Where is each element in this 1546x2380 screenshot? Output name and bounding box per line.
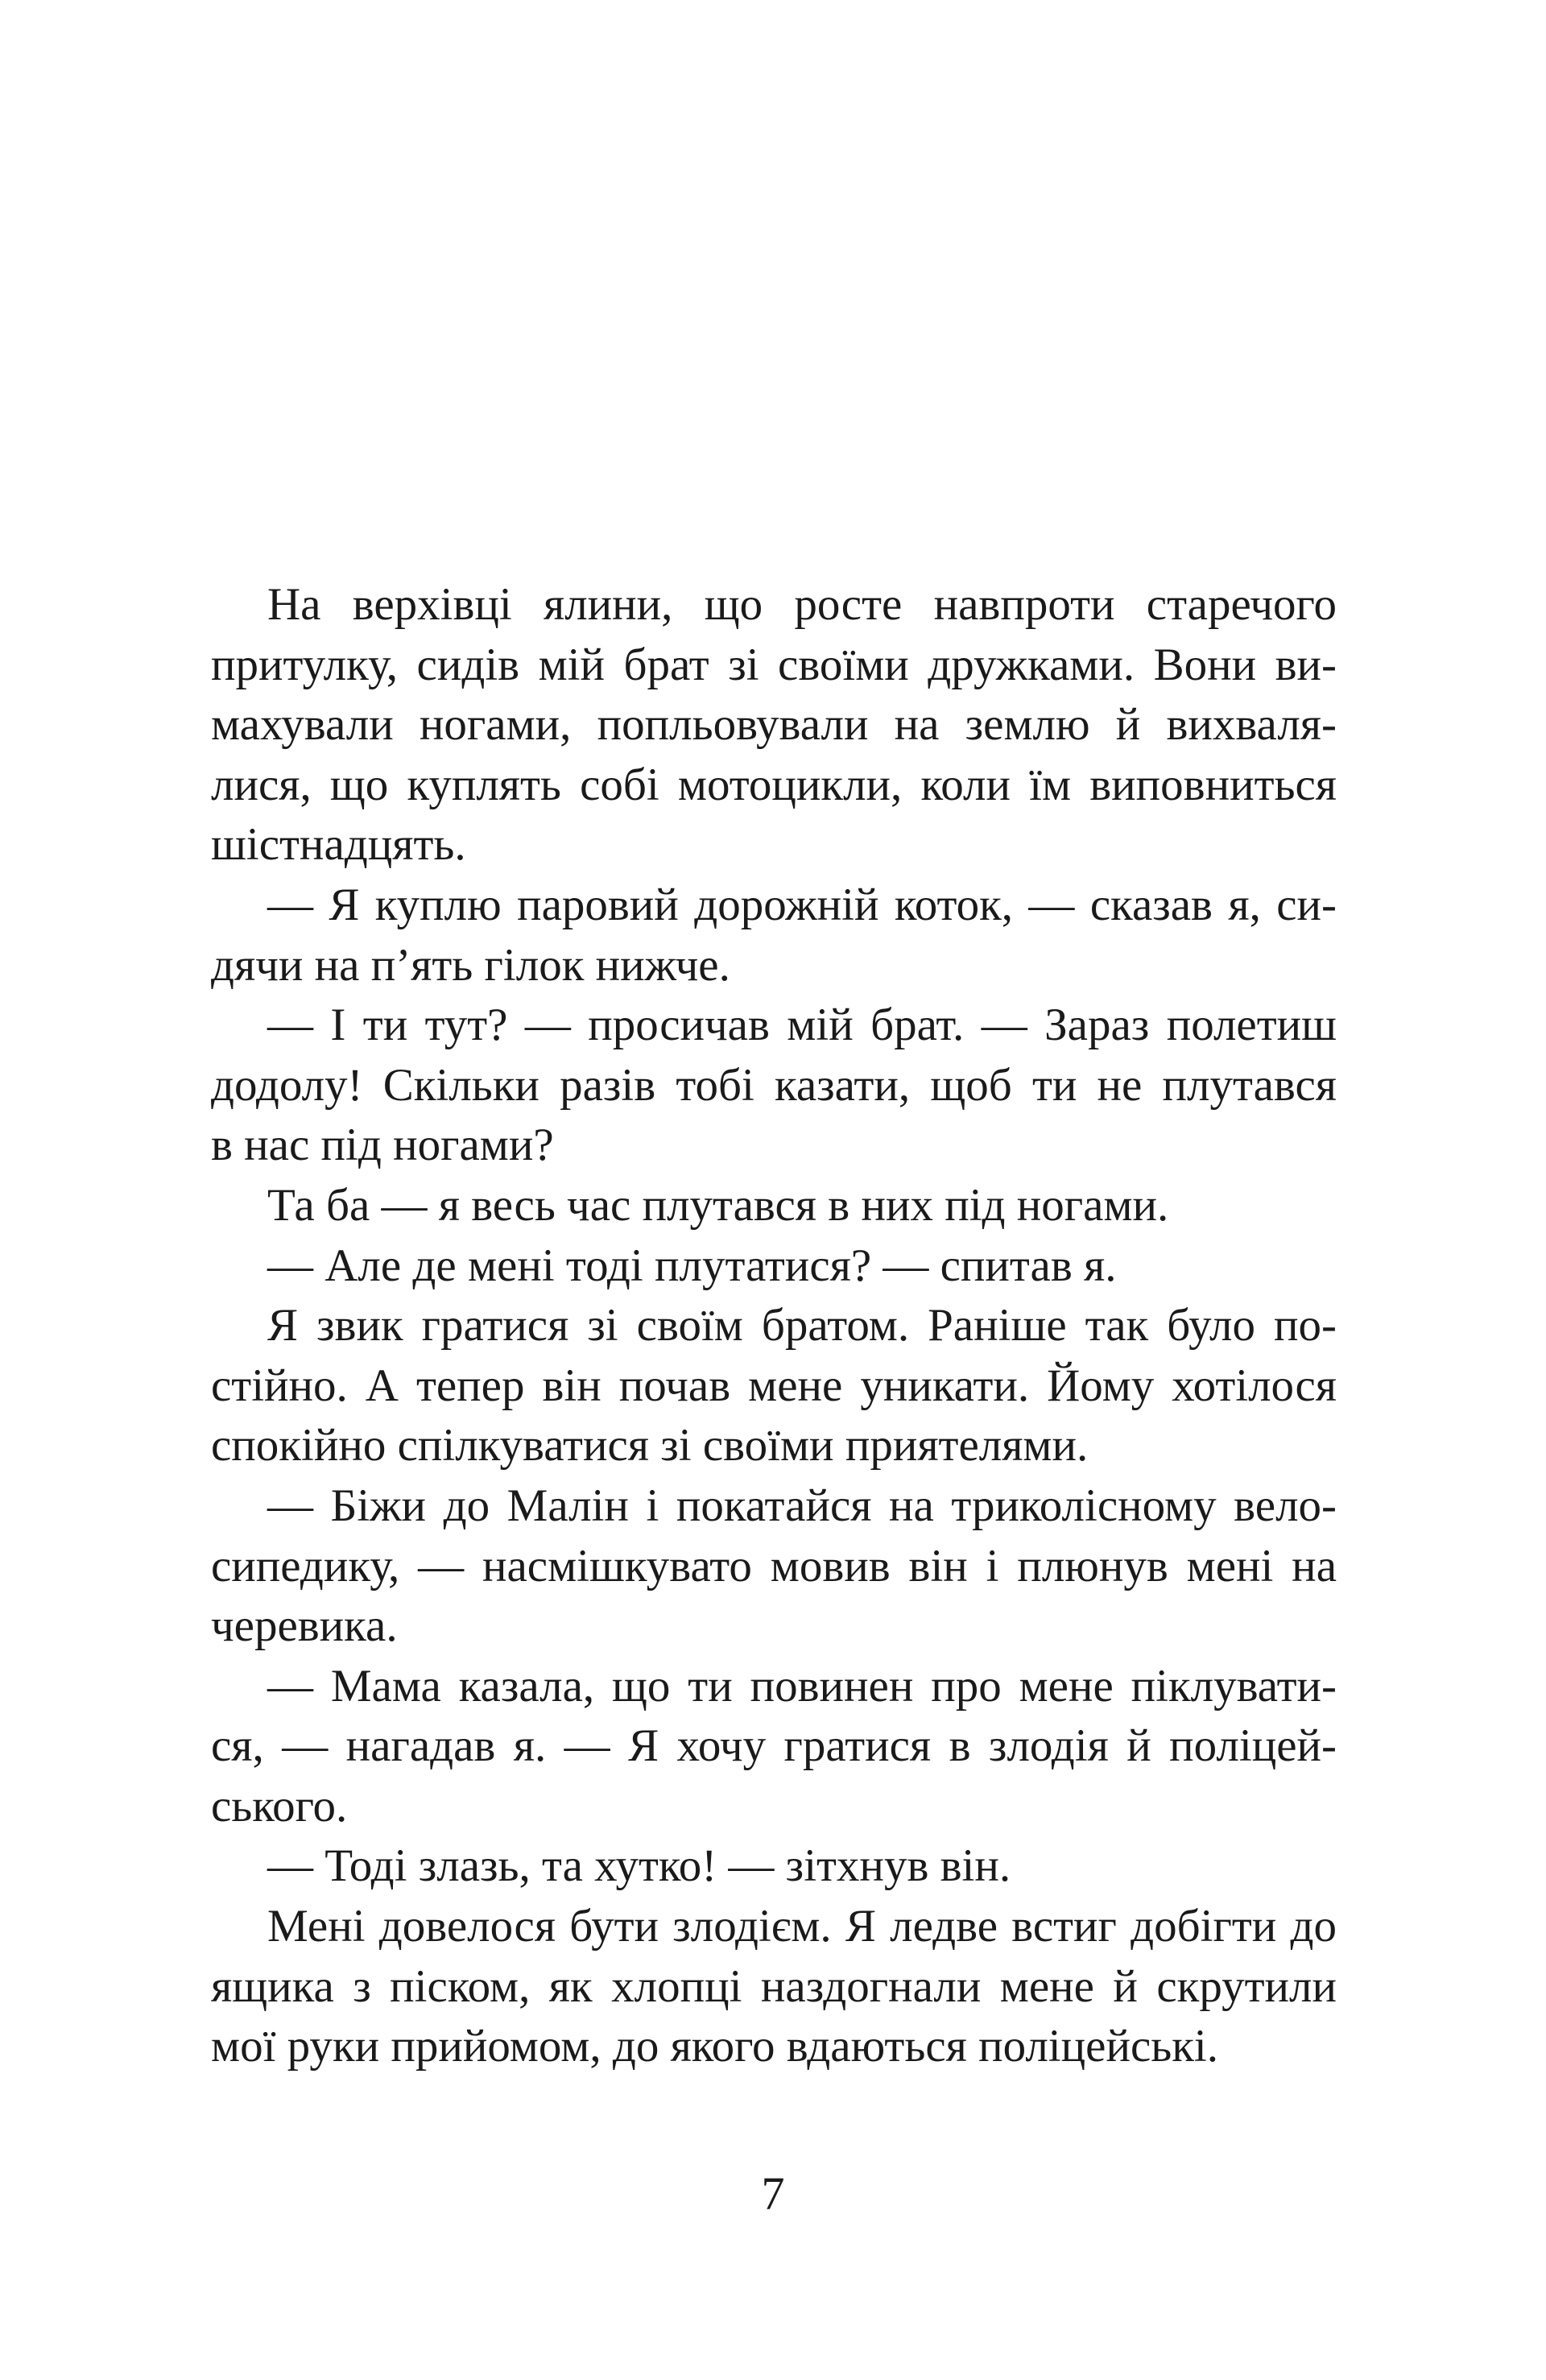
text-line: стійно. А тепер він почав мене уникати. Йому хотілося	[211, 1360, 1337, 1411]
text-line: ящика з піском, як хлопці наздогнали мене й скрутили	[211, 1960, 1337, 2012]
text-line: в нас під ногами?	[211, 1120, 554, 1171]
text-line: махували ногами, попльовували на землю й вихваля-	[211, 699, 1337, 751]
body-text	[211, 575, 1337, 2077]
text-line: — Біжи до Малін і покатайся на триколісному вело-	[267, 1480, 1337, 1531]
text-line: сипедику, — насмішкувато мовив він і плюнув мені на	[211, 1540, 1337, 1591]
text-line: — Тоді злазь, та хутко! — зітхнув він.	[267, 1840, 1011, 1892]
text-line: додолу! Скільки разів тобі казати, щоб ти не плутався	[211, 1059, 1337, 1111]
text-line: ся, — нагадав я. — Я хочу гратися в злодія й поліцей-	[211, 1720, 1337, 1772]
text-line: притулку, сидів мій брат зі своїми дружками. Вони ви-	[211, 639, 1337, 690]
text-line: шістнадцять.	[211, 819, 466, 871]
text-line: Та ба — я весь час плутався в них під ногами.	[267, 1179, 1169, 1231]
text-line: спокійно спілкуватися зі своїми приятелями.	[211, 1420, 1089, 1471]
text-line: ського.	[211, 1780, 348, 1832]
text-line: лися, що куплять собі мотоцикли, коли їм виповниться	[211, 759, 1337, 810]
text-line: На верхівці ялини, що росте навпроти старечого	[267, 579, 1337, 630]
text-line: Мені довелося бути злодієм. Я ледве встиг добігти до	[267, 1901, 1337, 1952]
text-line: — Мама казала, що ти повинен про мене піклувати-	[267, 1660, 1337, 1712]
text-line: Я звик гратися зі своїм братом. Раніше так було по-	[267, 1300, 1337, 1351]
text-line: дячи на п’ять гілок нижче.	[211, 939, 730, 991]
text-line: — Але де мені тоді плутатися? — спитав я.	[267, 1240, 1117, 1291]
text-line: — І ти тут? — просичав мій брат. — Зараз полетиш	[267, 1000, 1337, 1051]
page-number: 7	[761, 2167, 785, 2220]
text-line: мої руки прийомом, до якого вдаються поліцейські.	[211, 2021, 1219, 2072]
text-line: — Я куплю паровий дорожній коток, — сказав я, си-	[267, 879, 1337, 930]
text-line: черевика.	[211, 1600, 398, 1652]
